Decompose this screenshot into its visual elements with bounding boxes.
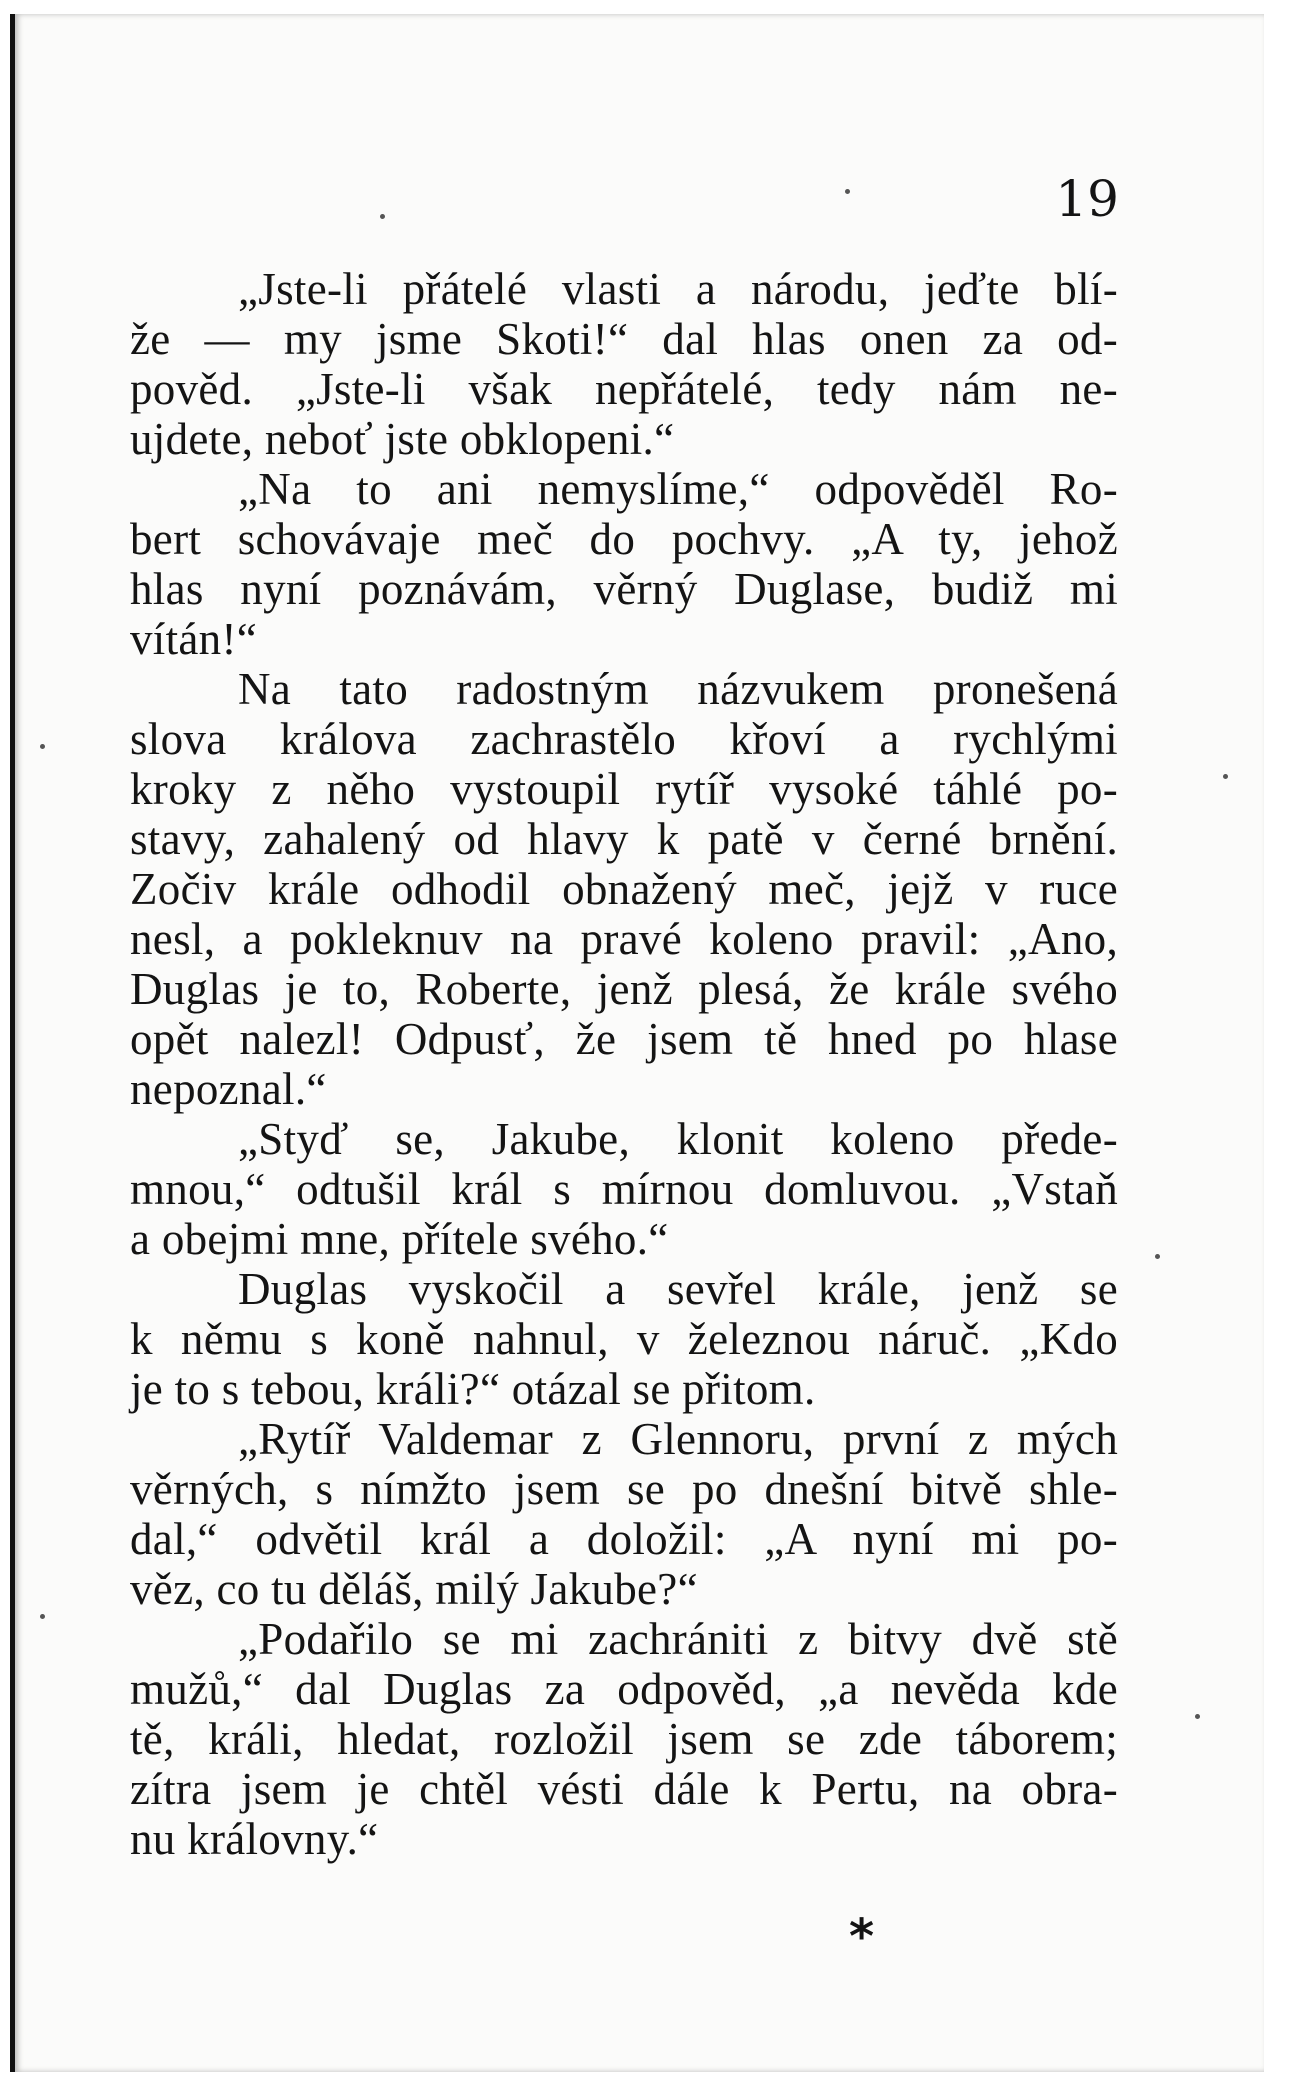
- text-line: mužů,“ dal Duglas za odpověd, „a nevěda kde: [130, 1664, 1118, 1714]
- scan-speck: [40, 744, 45, 749]
- scan-speck: [1195, 1714, 1200, 1719]
- text-line: „Jste-li přátelé vlasti a národu, jeďte blí-: [238, 264, 1118, 314]
- text-line: nu královny.“: [130, 1814, 379, 1864]
- scan-speck: [1223, 774, 1228, 779]
- page-number: 19: [1055, 170, 1119, 228]
- text-line: bert schovávaje meč do pochvy. „A ty, jehož: [130, 514, 1118, 564]
- text-line: zítra jsem je chtěl vésti dále k Pertu, na obra-: [130, 1764, 1118, 1814]
- text-line: Na tato radostným názvukem pronešená: [238, 664, 1118, 714]
- text-line: nepoznal.“: [130, 1064, 327, 1114]
- text-line: „Styď se, Jakube, klonit koleno přede-: [238, 1114, 1118, 1164]
- text-line: ujdete, neboť jste obklopeni.“: [130, 414, 675, 464]
- text-line: „Rytíř Valdemar z Glennoru, první z mých: [238, 1414, 1118, 1464]
- text-line: „Podařilo se mi zachrániti z bitvy dvě stě: [238, 1614, 1118, 1664]
- text-line: vítán!“: [130, 614, 258, 664]
- text-line: „Na to ani nemyslíme,“ odpověděl Ro-: [238, 464, 1118, 514]
- book-page: [10, 14, 1264, 2072]
- text-line: Duglas vyskočil a sevřel krále, jenž se: [238, 1264, 1118, 1314]
- text-line: stavy, zahalený od hlavy k patě v černé brnění.: [130, 814, 1118, 864]
- end-asterisk: *: [849, 1909, 875, 1965]
- text-line: slova králova zachrastělo křoví a rychlými: [130, 714, 1118, 764]
- text-line: mnou,“ odtušil král s mírnou domluvou. „Vstaň: [130, 1164, 1118, 1214]
- scan-speck: [40, 1614, 45, 1619]
- text-line: hlas nyní poznávám, věrný Duglase, budiž mi: [130, 564, 1118, 614]
- scan-speck: [1155, 1254, 1160, 1259]
- text-line: Duglas je to, Roberte, jenž plesá, že krále svého: [130, 964, 1118, 1014]
- text-line: kroky z něho vystoupil rytíř vysoké táhlé po-: [130, 764, 1118, 814]
- text-line: dal,“ odvětil král a doložil: „A nyní mi po-: [130, 1514, 1118, 1564]
- text-line: věz, co tu děláš, milý Jakube?“: [130, 1564, 698, 1614]
- scan-speck: [380, 214, 385, 219]
- text-line: k němu s koně nahnul, v železnou náruč. „Kdo: [130, 1314, 1118, 1364]
- text-line: věrných, s nímžto jsem se po dnešní bitvě shle-: [130, 1464, 1118, 1514]
- text-line: nesl, a pokleknuv na pravé koleno pravil: „Ano,: [130, 914, 1118, 964]
- text-line: tě, králi, hledat, rozložil jsem se zde táborem;: [130, 1714, 1118, 1764]
- scan-speck: [845, 189, 850, 194]
- body-text: [130, 264, 1118, 1864]
- text-line: opět nalezl! Odpusť, že jsem tě hned po hlase: [130, 1014, 1118, 1064]
- text-line: pověd. „Jste-li však nepřátelé, tedy nám ne-: [130, 364, 1118, 414]
- text-line: že — my jsme Skoti!“ dal hlas onen za od-: [130, 314, 1118, 364]
- text-line: Zočiv krále odhodil obnažený meč, jejž v ruce: [130, 864, 1118, 914]
- text-line: je to s tebou, králi?“ otázal se přitom.: [130, 1364, 816, 1414]
- text-line: a obejmi mne, přítele svého.“: [130, 1214, 669, 1264]
